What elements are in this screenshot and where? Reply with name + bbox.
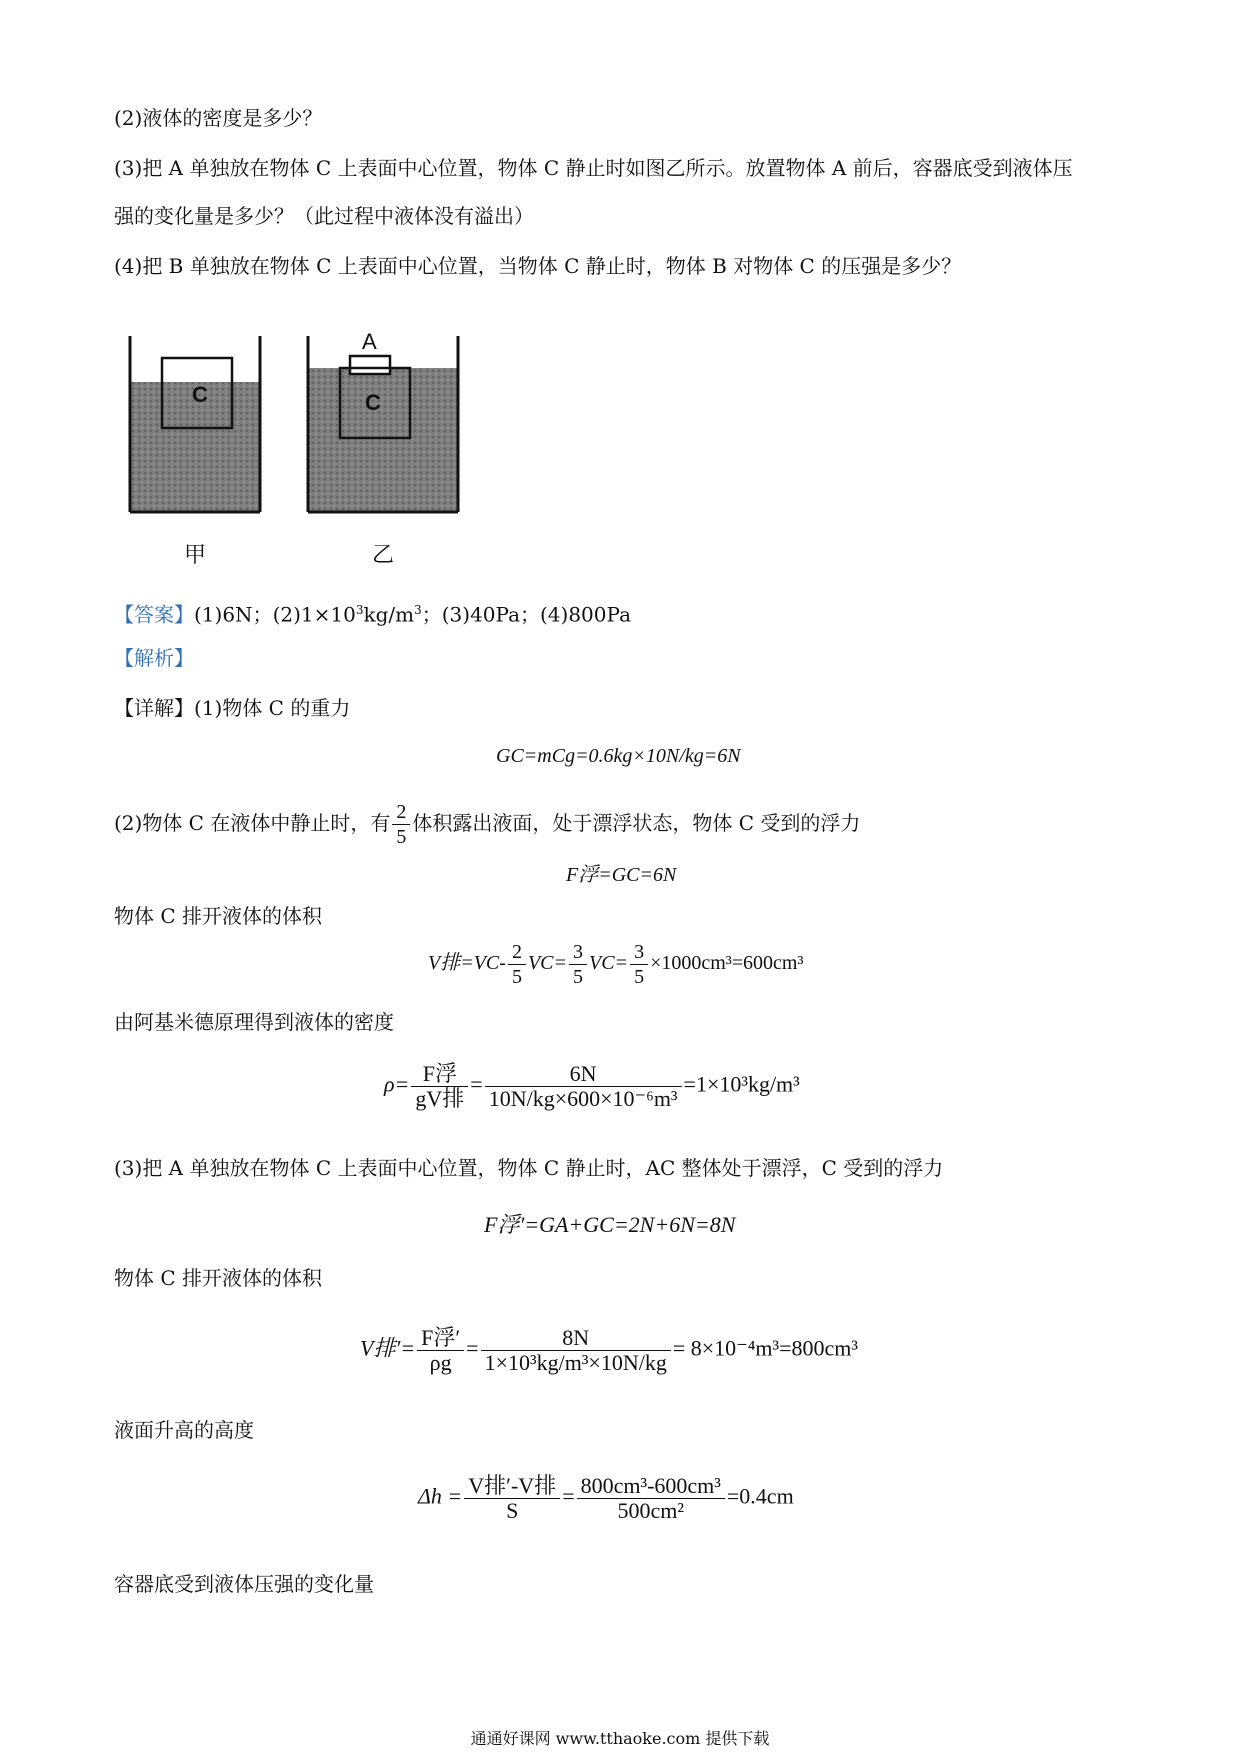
equation-3-a: V排=VC-: [428, 952, 506, 975]
equation-3-b: VC=: [527, 952, 567, 975]
equation-4-frac-2: [485, 1062, 682, 1111]
equation-4-frac-1-num: F浮: [411, 1062, 468, 1087]
equation-6-frac-2-num: 8N: [481, 1326, 671, 1351]
answer-3: (3)40Pa；: [441, 602, 540, 627]
answer-line: [114, 598, 631, 627]
answer-2-end: ；: [421, 602, 442, 627]
detail-6: 物体 C 排开液体的体积: [114, 1266, 323, 1290]
equation-7-result: =0.4cm: [726, 1483, 794, 1509]
equation-3-d: ×1000cm³=600cm³: [650, 952, 804, 975]
equation-4-result: =1×10³kg/m³: [683, 1071, 800, 1097]
equation-6-lhs: V排′=: [360, 1335, 416, 1361]
equation-7-frac-1: [464, 1474, 560, 1523]
detail-2-post: 体积露出液面，处于漂浮状态，物体 C 受到的浮力: [412, 811, 861, 835]
equation-6-frac-1-den: ρg: [429, 1350, 452, 1375]
equation-6-frac-1: [417, 1326, 464, 1375]
equation-4-frac-2-den: 10N/kg×600×10⁻⁶m³: [488, 1086, 678, 1111]
equation-7-frac-2: [577, 1474, 725, 1523]
question-2: (2)液体的密度是多少？: [114, 106, 323, 130]
detail-tag: 【详解】: [114, 696, 194, 720]
detail-8: 容器底受到液体压强的变化量: [114, 1572, 374, 1596]
fraction-2-5: [392, 800, 410, 849]
fraction-den: 5: [396, 826, 407, 848]
block-c-label-yi: C: [365, 390, 381, 415]
equation-6-frac-2: [481, 1326, 671, 1375]
equation-3-frac-3: [630, 940, 648, 989]
answer-2-unit-exp: 3: [414, 603, 422, 617]
equation-7-frac-1-num: V排′-V排: [464, 1474, 560, 1499]
detail-3: 物体 C 排开液体的体积: [114, 904, 323, 928]
equation-6: V排′= $\frac{\text{F浮′}}{\rho g}$ = $\frac{8N}{\text{1×10³kg/m³×10N/kg}}$ = 8×10⁻⁴m³=800cm³: [360, 1325, 859, 1375]
equation-3-c: VC=: [589, 952, 629, 975]
equation-6-frac-1-num: F浮′: [417, 1326, 464, 1351]
equation-3: [428, 940, 803, 989]
equation-6-result: = 8×10⁻⁴m³=800cm³: [672, 1335, 859, 1361]
block-c-label-jia: C: [192, 382, 208, 407]
detail-4: 由阿基米德原理得到液体的密度: [114, 1010, 394, 1034]
container-figure: [114, 322, 474, 576]
equation-3-frac-2: [569, 940, 587, 989]
figure-label-yi: 乙: [372, 543, 395, 568]
equation-7-lhs: Δh =: [418, 1483, 463, 1509]
container-jia: [130, 336, 260, 512]
answer-1: (1)6N；: [194, 602, 273, 627]
answer-2-exp: 3: [355, 603, 364, 617]
equation-3-frac-1-den: 5: [511, 966, 522, 988]
figure-label-jia: 甲: [184, 543, 207, 568]
equation-3-frac-1-num: 2: [508, 940, 526, 965]
equation-3-frac-2-den: 5: [573, 966, 583, 988]
equation-7-frac-1-den: S: [506, 1498, 519, 1523]
detail-1-text: (1)物体 C 的重力: [194, 696, 351, 720]
equation-5-text: F浮′=GA+GC=2N+6N=8N: [484, 1212, 736, 1237]
answer-2: (2)1×10: [272, 602, 356, 627]
question-3-line-2: 强的变化量是多少？（此过程中液体没有溢出）: [114, 204, 534, 228]
detail-2: [114, 800, 860, 849]
analysis-tag: 【解析】: [114, 646, 194, 670]
block-a: [350, 356, 390, 374]
equation-3-frac-3-num: 3: [630, 940, 648, 965]
equation-5: [484, 1208, 735, 1239]
answer-4: (4)800Pa: [540, 602, 631, 627]
answer-tag: 【答案】: [114, 602, 194, 627]
answer-2-unit: kg/m: [363, 602, 415, 627]
detail-7: 液面升高的高度: [114, 1418, 254, 1442]
equation-1-text: GC=mCg=0.6kg×10N/kg=6N: [496, 745, 741, 767]
container-diagram: [114, 322, 474, 572]
equation-1: [496, 745, 741, 768]
equation-2-text: F浮=GC=6N: [566, 864, 677, 886]
equation-4: ρ= $\frac{\text{F浮}}{\text{gV排}}$ = $\frac{6N}{\text{10N/kg×600×10⁻⁶m³}}$ =1×10³kg/m³: [384, 1061, 800, 1111]
equation-2: [566, 858, 676, 887]
detail-1: [114, 696, 350, 720]
equation-4-frac-1-den: gV排: [415, 1086, 465, 1111]
page-footer: 通通好课网 www.tthaoke.com 提供下载: [470, 1729, 770, 1748]
equation-4-frac-2-num: 6N: [485, 1062, 682, 1087]
detail-5: (3)把 A 单独放在物体 C 上表面中心位置，物体 C 静止时，AC 整体处于漂浮，C 受到的浮力: [114, 1156, 944, 1180]
equation-7-frac-2-num: 800cm³-600cm³: [577, 1474, 725, 1499]
equation-4-frac-1: [411, 1062, 468, 1111]
equation-3-frac-2-num: 3: [569, 940, 587, 965]
equation-3-frac-1: [508, 940, 526, 989]
equation-6-frac-2-den: 1×10³kg/m³×10N/kg: [484, 1350, 667, 1375]
equation-3-frac-3-den: 5: [634, 966, 645, 988]
equation-4-rho: ρ=: [384, 1071, 410, 1097]
block-a-label: A: [362, 329, 377, 354]
equation-7: Δh = $\frac{\text{V排′-V排}}{S}$ = $\frac{\text{800cm³-600cm³}}{\text{500cm²}}$ =0.4cm: [418, 1473, 794, 1523]
question-3-line-1: (3)把 A 单独放在物体 C 上表面中心位置，物体 C 静止时如图乙所示。放置物体 A 前后，容器底受到液体压: [114, 156, 1073, 180]
detail-2-pre: (2)物体 C 在液体中静止时，有: [114, 811, 391, 835]
question-4: (4)把 B 单独放在物体 C 上表面中心位置，当物体 C 静止时，物体 B 对物体 C 的压强是多少？: [114, 254, 962, 278]
container-yi: [308, 329, 458, 512]
fraction-num: 2: [392, 800, 410, 825]
equation-7-frac-2-den: 500cm²: [617, 1498, 684, 1523]
